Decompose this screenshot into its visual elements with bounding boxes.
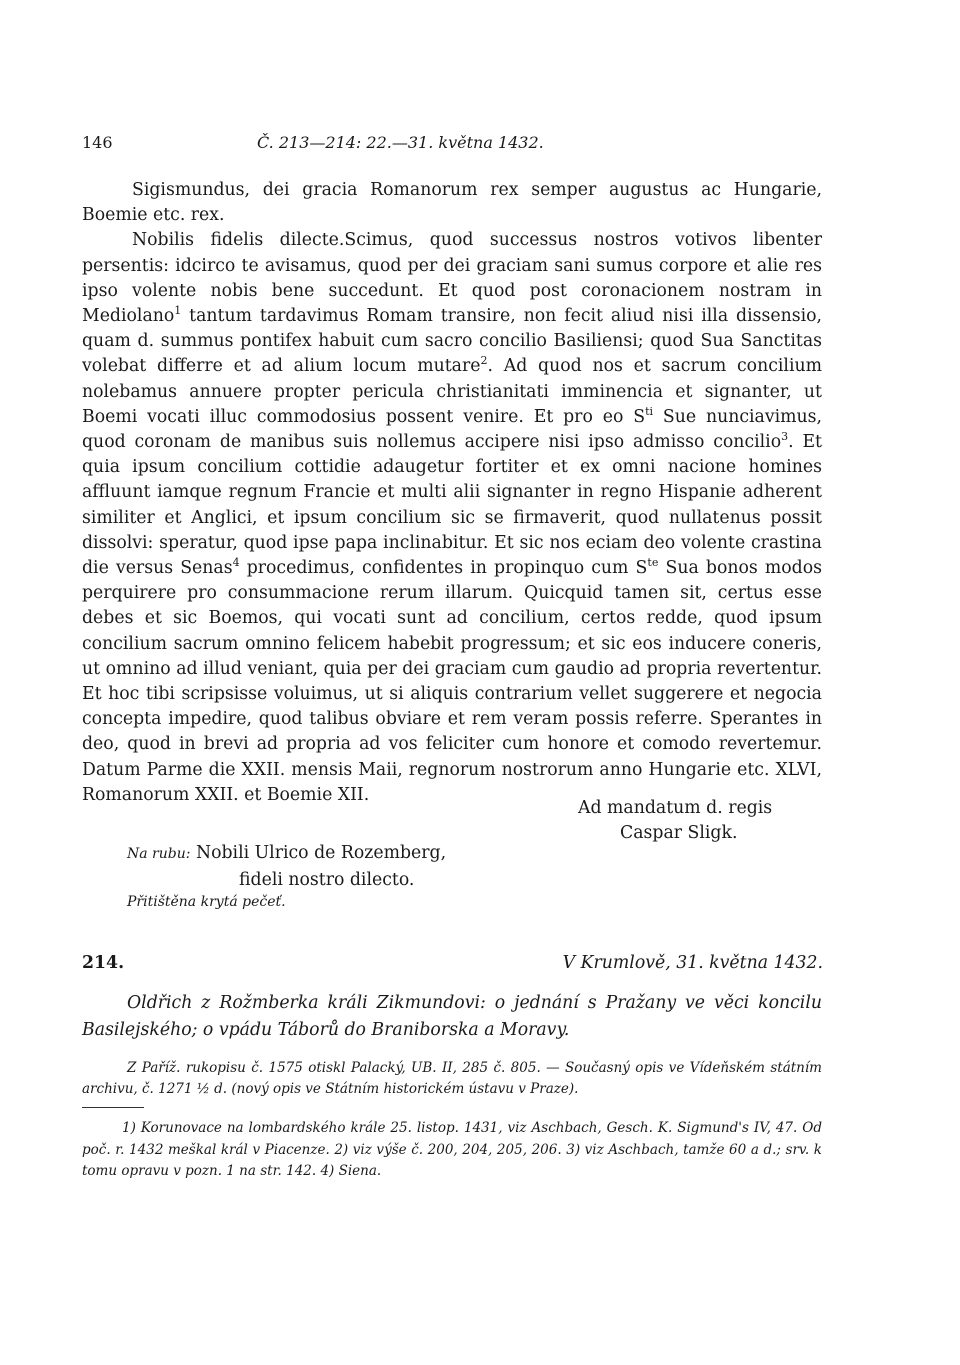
entry-regest: Oldřich z Rožmberka králi Zikmundovi: o jednání s Pražany ve věci koncilu Basilejského; o vpádu Táborů do Braniborska a Moravy. bbox=[82, 993, 822, 1040]
header-title: Č. 213—214: 22.—31. května 1432. bbox=[257, 133, 544, 152]
footnote-ref-3: 3 bbox=[781, 430, 789, 444]
abbrev-superscript: ti bbox=[645, 405, 654, 419]
letter-intitulatio: Sigismundus, dei gracia Romanorum rex semper augustus ac Hungarie, Boemie etc. rex. bbox=[82, 180, 822, 226]
page-number: 146 bbox=[82, 133, 113, 152]
address-label: Na rubu: bbox=[127, 846, 191, 862]
entry-number: 214. bbox=[82, 953, 125, 973]
letter-text-part: tantum tardavimus Romam transire, non fecit aliud nisi illa dissensio, quam d. summus pontifex habuit cum sacro concilio Basiliensi; quod Sua Sanctitas volebat differre et ad alium locum mutare bbox=[82, 306, 822, 377]
letter-text-part: Scimus, quod successus nostros votivos libenter persentis: idcirco te avisamus, quod per dei graciam sani sumus corpore et alie res ipso volente nobis bene succedunt. Et quod post coronacionem nostram in Mediolano bbox=[82, 230, 822, 327]
address-block bbox=[127, 840, 446, 893]
signature-line-1: Ad mandatum d. regis bbox=[578, 798, 773, 818]
letter-text-part: . Et quia ipsum concilium cottidie adaugetur fortiter et ex omni nacione homines affluunt iamque regnum Francie et multi alii signanter in regno Hispanie adherent similiter et Anglici, et ipsum concilium sic se firmaverit, quod nullatenus possit dissolvi: speratur, quod ipse papa inclinabitur. Et sic nos eciam deo volente crastina die versus Senas bbox=[82, 432, 823, 579]
footnote-ref-1: 1 bbox=[174, 304, 182, 318]
footnote-divider bbox=[82, 1107, 144, 1108]
letter-body bbox=[82, 228, 822, 808]
address-line-1: Nobili Ulrico de Rozemberg, bbox=[195, 843, 447, 863]
letter-text bbox=[82, 178, 822, 808]
letter-text-part: . Ad quod nos et sacrum concilium nolebamus annuere propter pericula christianitati imminencia et signanter, ut Boemi vocati illuc commodosius possent venire. Et pro eo S bbox=[82, 356, 822, 427]
signature-line-2: Caspar Sligk. bbox=[620, 823, 738, 843]
footnote-ref-2: 2 bbox=[480, 354, 488, 368]
letter-text-part: Sua bonos modos perquirere pro consummacione rerum illarum. Quicquid tamen sit, certus esse debes et sic Boemos, qui vocati sunt ad concilium, certos redde, quod ipsum concilium sacrum omnino felicem habebit progressum; et sic eos inducere coneris, ut omnino ad illud veniant, quia per dei graciam cum gaudio ad propria revertentur. Et hoc tibi scripsisse voluimus, ut si aliquis contrarium vellet suggerere et negocia concepta impedire, quod talibus obviare et rem veram possis referre. Sperantes in deo, quod in brevi ad propria ad vos feliciter cum honore et comodo revertemur. Datum Parme die XXII. mensis Maii, regnorum nostrorum anno Hungarie etc. XLVI, Romanorum XXII. et Boemie XII. bbox=[82, 558, 823, 805]
abbrev-superscript: te bbox=[647, 556, 659, 570]
letter-text-part: procedimus, confidentes in propinquo cum S bbox=[239, 558, 648, 579]
footnotes: 1) Korunovace na lombardského krále 25. listop. 1431, viz Aschbach, Gesch. K. Sigmund's IV, 47. Od poč. r. 1432 meškal král v Piacenze. 2) viz výše č. 200, 204, 205, 206. 3) viz Aschbach, tamže 60 a d.; srv. k tomu opravu v pozn. 1 na str. 142. 4) Siena. bbox=[82, 1120, 822, 1179]
running-header bbox=[82, 133, 822, 157]
seal-note: Přitištěna krytá pečeť. bbox=[127, 894, 286, 910]
letter-text-part: Sue nunciavimus, quod coronam de manibus suis nollemus accipere nisi ipso admisso concilio bbox=[82, 406, 823, 453]
signature-block bbox=[578, 796, 772, 846]
address-line-2: fideli nostro dilecto. bbox=[239, 870, 415, 890]
entry-place-date: V Krumlově, 31. května 1432. bbox=[562, 953, 823, 973]
entry-source: Z Paříž. rukopisu č. 1575 otiskl Palacký, UB. II, 285 č. 805. — Současný opis ve Vídeňském státním archivu, č. 1271 ½ d. (nový opis ve Státním historickém ústavu v Praze). bbox=[82, 1060, 822, 1097]
footnote-ref-4: 4 bbox=[232, 556, 240, 570]
salutation: Nobilis fidelis dilecte. bbox=[132, 230, 345, 251]
